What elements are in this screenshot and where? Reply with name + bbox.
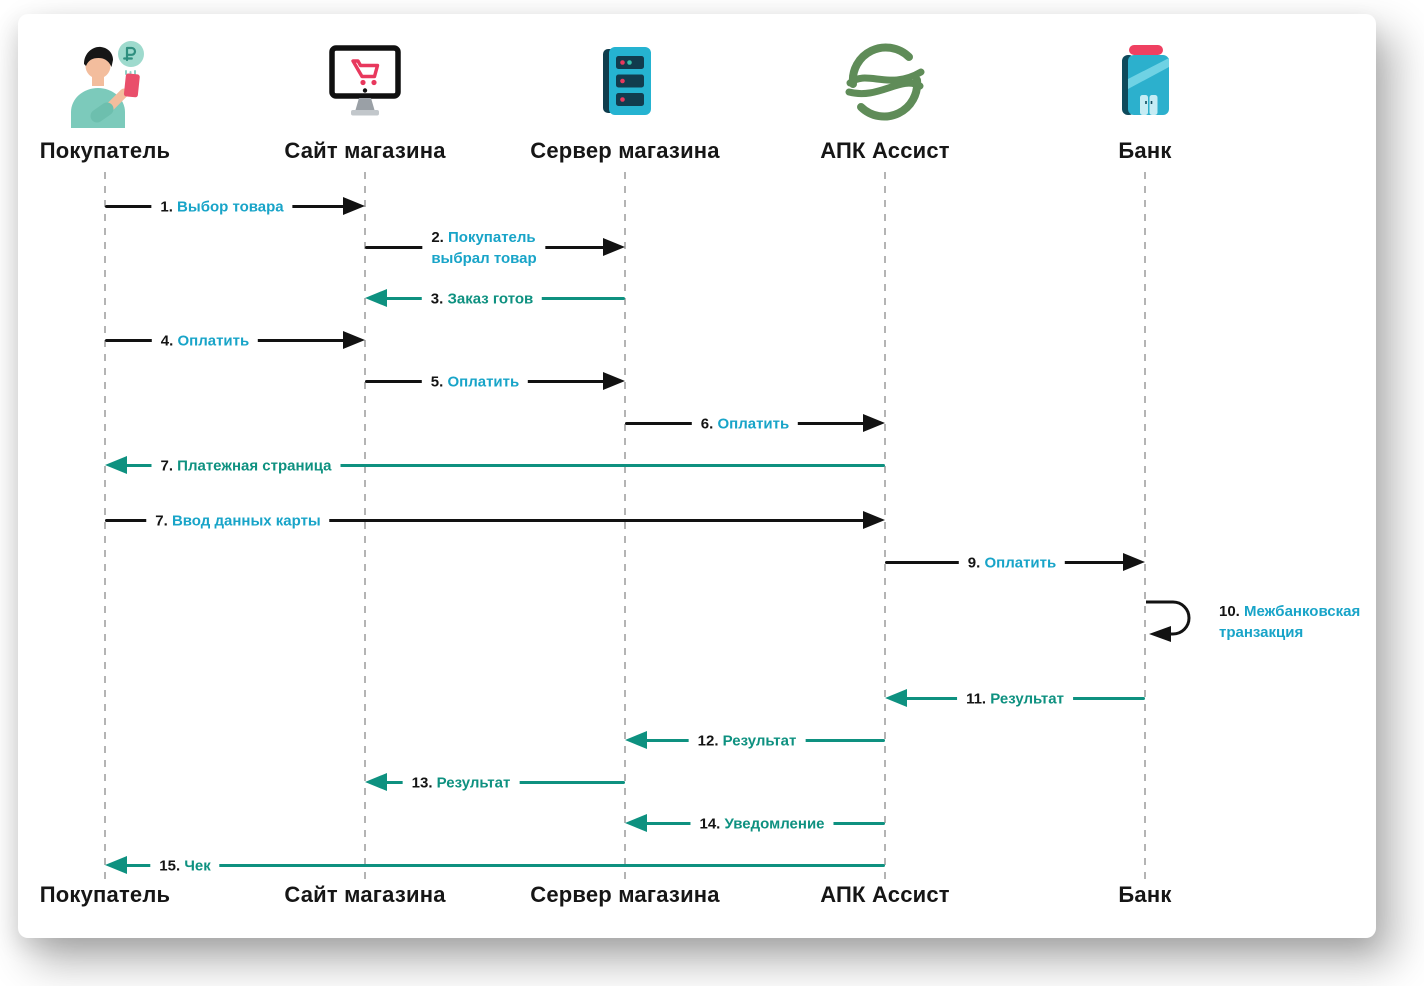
message-arrowhead: [1123, 553, 1145, 571]
actor-label-top-bank: Банк: [1118, 138, 1172, 163]
message-arrowhead: [885, 689, 907, 707]
message-arrowhead: [365, 289, 387, 307]
actor-label-bottom-buyer: Покупатель: [39, 882, 171, 907]
message-arrowhead: [343, 331, 365, 349]
message-arrowhead: [863, 414, 885, 432]
message-label: 7. Ввод данных карты: [146, 509, 329, 532]
message-label: 6. Оплатить: [692, 412, 798, 435]
actor-column-buyer: [0, 30, 235, 164]
lifeline-bank: [1144, 172, 1146, 880]
message-arrowhead: [365, 773, 387, 791]
actor-column-server: [495, 30, 755, 164]
server-rack-icon: [495, 30, 755, 134]
message-label: 3. Заказ готов: [422, 287, 542, 310]
message-label: 9. Оплатить: [959, 551, 1065, 574]
message-arrowhead: [105, 456, 127, 474]
message-label: 13. Результат: [403, 771, 520, 794]
message-label: 1. Выбор товара: [151, 195, 292, 218]
message-label: 4. Оплатить: [152, 329, 258, 352]
message-label: 2. Покупатель выбрал товар: [422, 226, 545, 270]
message-arrowhead: [105, 856, 127, 874]
message-label: 5. Оплатить: [422, 370, 528, 393]
actor-label-bottom-assist: АПК Ассист: [820, 882, 950, 907]
actor-column-assist: [755, 30, 1015, 164]
actor-label-bottom-bank: Банк: [1118, 882, 1172, 907]
lifeline-buyer: [104, 172, 106, 880]
person-phone-icon: [0, 30, 235, 134]
message-line: [123, 864, 885, 867]
message-arrowhead: [343, 197, 365, 215]
message-label: 10. Межбанковская транзакция: [1210, 600, 1369, 644]
actor-label-top-site: Сайт магазина: [284, 138, 446, 163]
message-arrowhead: [603, 372, 625, 390]
message-label: 11. Результат: [957, 687, 1073, 710]
message-label: 15. Чек: [150, 854, 219, 877]
sequence-diagram-card: [18, 14, 1376, 938]
message-label: 12. Результат: [689, 729, 806, 752]
actor-column-bank: [1015, 30, 1275, 164]
message-arrowhead: [863, 511, 885, 529]
self-loop-arrow: [1145, 600, 1205, 644]
message-arrowhead: [603, 238, 625, 256]
message-label: 7. Платежная страница: [151, 454, 340, 477]
actor-column-site: [235, 30, 495, 164]
message-arrowhead: [625, 814, 647, 832]
actor-label-bottom-site: Сайт магазина: [284, 882, 446, 907]
assist-logo-icon: [755, 30, 1015, 134]
lifeline-server: [624, 172, 626, 880]
actor-label-bottom-server: Сервер магазина: [530, 882, 720, 907]
actor-label-top-buyer: Покупатель: [39, 138, 171, 163]
message-label: 14. Уведомление: [690, 812, 833, 835]
actor-label-top-server: Сервер магазина: [530, 138, 720, 163]
actor-label-top-assist: АПК Ассист: [820, 138, 950, 163]
monitor-cart-icon: [235, 30, 495, 134]
message-arrowhead: [625, 731, 647, 749]
bank-building-icon: [1015, 30, 1275, 134]
